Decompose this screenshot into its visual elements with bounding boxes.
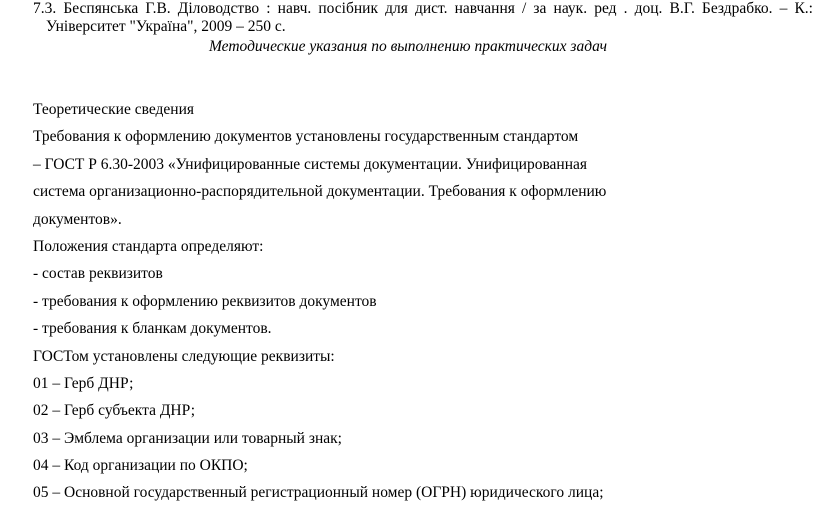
list-item: - состав реквизитов [33,265,163,283]
bibliographic-reference [33,0,813,36]
list-item: - требования к оформлению реквизитов документов [33,292,377,310]
section-heading: Теоретические сведения [33,101,194,118]
requisite-item: 04 – Код организации по ОКПО; [33,457,248,475]
methodical-guidelines-title: Методические указания по выполнению практических задач [208,38,608,55]
requisite-item: 01 – Герб ДНР; [33,374,134,392]
requisite-item: 02 – Герб субъекта ДНР; [33,402,196,420]
list-item: - требования к бланкам документов. [33,320,272,338]
paragraph-line: Положения стандарта определяют: [33,237,264,255]
requisite-item: 03 – Эмблема организации или товарный знак; [33,429,342,447]
paragraph-line: система организационно-распорядительной документации. Требования к оформлению [33,183,607,201]
reference-line-2: Університет "Україна", 2009 – 250 с. [46,18,286,35]
theory-section [33,96,813,507]
requisite-item: 05 – Основной государственный регистрационный номер (ОГРН) юридического лица; [33,484,604,502]
paragraph-line: ГОСТом установлены следующие реквизиты: [33,347,335,365]
paragraph-line: Требования к оформлению документов установлены государственным стандартом [33,128,579,146]
paragraph-line: документов». [33,210,122,228]
paragraph-line: – ГОСТ Р 6.30-2003 «Унифицированные системы документации. Унифицированная [33,155,588,173]
reference-line-1: 7.3. Беспянська Г.В. Діловодство : навч. посібник для дист. навчання / за наук. ред . доц. В.Г. Бездрабко. – К.: [33,0,813,17]
